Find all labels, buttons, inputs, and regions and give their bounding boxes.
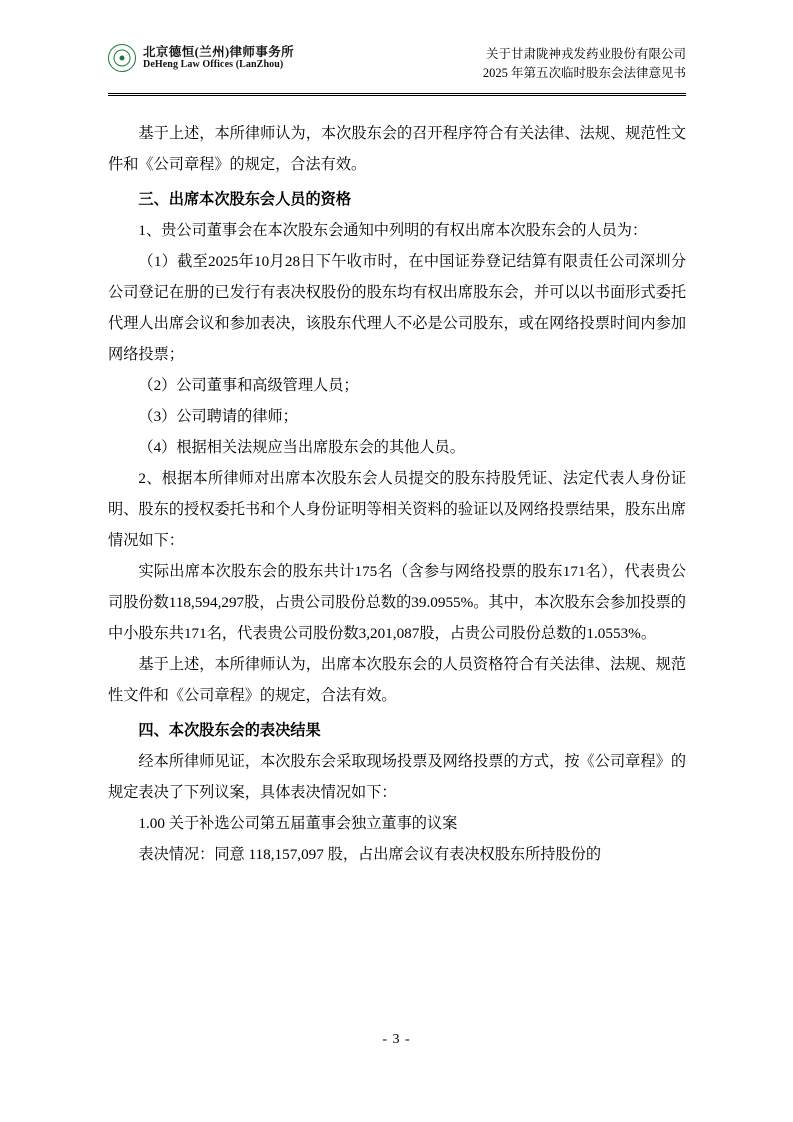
header-divider-thick: [108, 93, 686, 94]
document-title-line1: 关于甘肃陇神戎发药业股份有限公司: [485, 47, 686, 61]
paragraph-attendee-item-1: （1）截至2025年10月28日下午收市时，在中国证券登记结算有限责任公司深圳分公司登记在册的已发行有表决权股份的股东均有权出席股东会，并可以以书面形式委托代理人出席会议和参加表决，该股东代理人不必是公司股东，或在网络投票时间内参加网络投票；: [108, 253, 686, 364]
law-firm-identity: [108, 44, 294, 72]
law-firm-name-cn: 北京德恒(兰州)律师事务所: [143, 45, 295, 60]
paragraph-conclusion-procedure: 基于上述，本所律师认为，本次股东会的召开程序符合有关法律、法规、规范性文件和《公司章程》的规定，合法有效。: [108, 125, 686, 174]
section-heading-three: 三、出席本次股东会人员的资格: [138, 191, 352, 209]
document-title-block: [483, 44, 686, 84]
paragraph-proposal-1-result: 表决情况：同意 118,157,097 股，占出席会议有表决权股东所持股份的: [138, 846, 602, 864]
paragraph-attendee-item-3: （3）公司聘请的律师；: [138, 408, 298, 426]
document-header: [108, 44, 686, 90]
document-body: [108, 118, 686, 870]
document-title-line2: 2025 年第五次临时股东会法律意见书: [482, 66, 686, 81]
deheng-seal-icon: [108, 44, 136, 72]
paragraph-attendance-stats: 实际出席本次股东会的股东共计175名（含参与网络投票的股东171名），代表贵公司股份数118,594,297股，占贵公司股份总数的39.0955%。其中，本次股东会参加投票的中小股东共171名，代表贵公司股份数3,201,087股，占贵公司股份总数的1.0553%。: [108, 563, 686, 643]
section-heading-four: 四、本次股东会的表决结果: [138, 722, 321, 740]
law-firm-names: [143, 45, 294, 71]
paragraph-verification: 2、根据本所律师对出席本次股东会人员提交的股东持股凭证、法定代表人身份证明、股东的授权委托书和个人身份证明等相关资料的验证以及网络投票结果，股东出席情况如下：: [108, 470, 686, 550]
paragraph-attendee-list-intro: 1、贵公司董事会在本次股东会通知中列明的有权出席本次股东会的人员为：: [138, 222, 648, 240]
paragraph-voting-method: 经本所律师见证，本次股东会采取现场投票及网络投票的方式，按《公司章程》的规定表决了下列议案，具体表决情况如下：: [108, 753, 686, 802]
page-number: - 3 -: [382, 1032, 411, 1047]
paragraph-conclusion-qualification: 基于上述，本所律师认为，出席本次股东会的人员资格符合有关法律、法规、规范性文件和《公司章程》的规定，合法有效。: [108, 656, 686, 705]
paragraph-attendee-item-4: （4）根据相关法规应当出席股东会的其他人员。: [138, 439, 465, 457]
paragraph-attendee-item-2: （2）公司董事和高级管理人员；: [138, 377, 359, 395]
page-content: [108, 44, 686, 870]
header-divider-thin: [108, 95, 686, 96]
law-firm-name-en: DeHeng Law Offices (LanZhou): [143, 59, 284, 71]
paragraph-proposal-1-title: 1.00 关于补选公司第五届董事会独立董事的议案: [138, 815, 458, 833]
